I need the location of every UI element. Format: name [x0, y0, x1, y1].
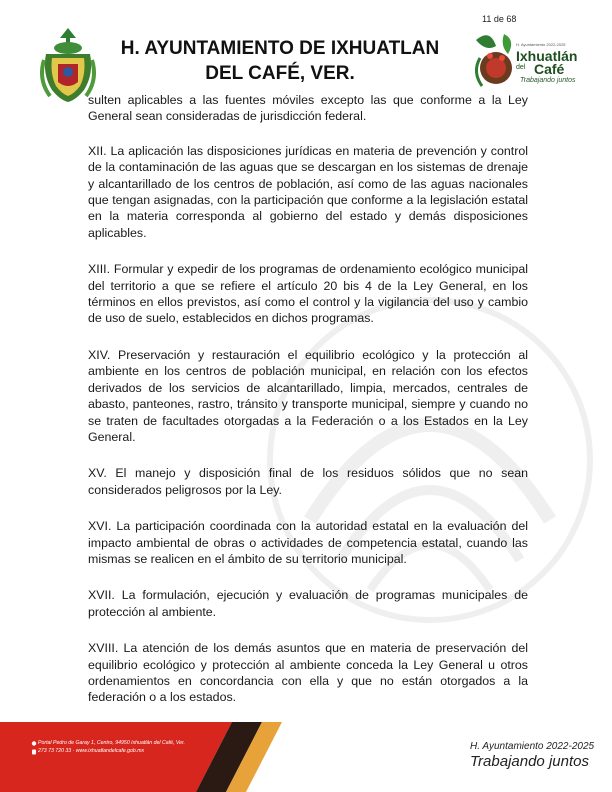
footer — [0, 722, 612, 792]
phone-icon — [31, 749, 37, 755]
paragraph: XVI. La participación coordinada con la autoridad estatal en la evaluación del impacto ambiental de obras o actividades de competencia estatal, cuando las mismas se realicen en el ámbito de su territorio municipal. — [88, 519, 528, 566]
footer-administration: H. Ayuntamiento 2022-2025 — [470, 741, 595, 752]
footer-contact: 273 73 720 33 · www.ixhuatlandelcafe.gob.mx — [38, 748, 145, 754]
location-icon — [31, 741, 37, 747]
document-body — [88, 92, 528, 726]
brand-logo — [470, 28, 582, 92]
coffee-plant-icon — [470, 28, 518, 92]
paragraph: XII. La aplicación las disposiciones jurídicas en materia de prevención y control de la contaminación de las aguas que se descargan en los sistemas de drenaje y alcantarillado de los centros de población, así como de las aguas nacionales que tengan asignadas, con la participación que conforme a la legislación estatal en la materia corresponda al gobierno del estado y demás disposiciones aplicables. — [88, 143, 528, 240]
footer-address: Portal Pedro de Garay 1, Centro, 94950 Ixhuatlán del Café, Ver. — [38, 740, 185, 746]
brand-name-line-2: Café — [534, 61, 565, 77]
brand-small-text: H. Ayuntamiento 2022-2025 — [516, 42, 566, 47]
brand-name-line-1: Ixhuatlán — [516, 48, 578, 64]
paragraph: XIV. Preservación y restauración el equilibrio ecológico y la protección al ambiente en los centros de población municipal, en relación con los efectos derivados de los servicios de alcantarillado, limpia, mercados, centrales de abasto, panteones, rastro, tránsito y transporte municipal, siempre y cuando no se traten de facultades otorgadas a la Federación o a los Estados en la Ley General. — [88, 347, 528, 444]
title-line-2: DEL CAFÉ, VER. — [205, 63, 355, 84]
brand-tagline: Trabajando juntos — [520, 77, 576, 84]
paragraph: sulten aplicables a las fuentes móviles excepto las que conforme a la Ley General sean consideradas de jurisdicción federal. — [88, 93, 528, 124]
page-title — [100, 36, 460, 86]
paragraph: XIII. Formular y expedir de los programas de ordenamiento ecológico municipal del territorio a que se refiere el artículo 20 bis 4 de la Ley General, en los términos en ellos previstos, así como el control y la vigilancia del uso y cambio de uso de suelo, establecidos en dichos programas. — [88, 262, 528, 326]
footer-band — [0, 722, 300, 792]
title-line-1: H. AYUNTAMIENTO DE IXHUATLAN — [120, 38, 440, 59]
brand-name-del: del — [516, 64, 526, 71]
paragraph: XVII. La formulación, ejecución y evaluación de programas municipales de protección al ambiente. — [88, 588, 528, 619]
footer-tagline: Trabajando juntos — [470, 753, 589, 770]
paragraph: XVIII. La atención de los demás asuntos que en materia de preservación del equilibrio ecológico y protección al ambiente conceda la Ley General u otros ordenamientos en concordancia con ella y que no están otorgados a la federación o a los estados. — [88, 641, 528, 705]
paragraph: XV. El manejo y disposición final de los residuos sólidos que no sean considerados peligrosos por la Ley. — [88, 466, 528, 497]
page-number: 11 de 68 — [482, 14, 517, 24]
